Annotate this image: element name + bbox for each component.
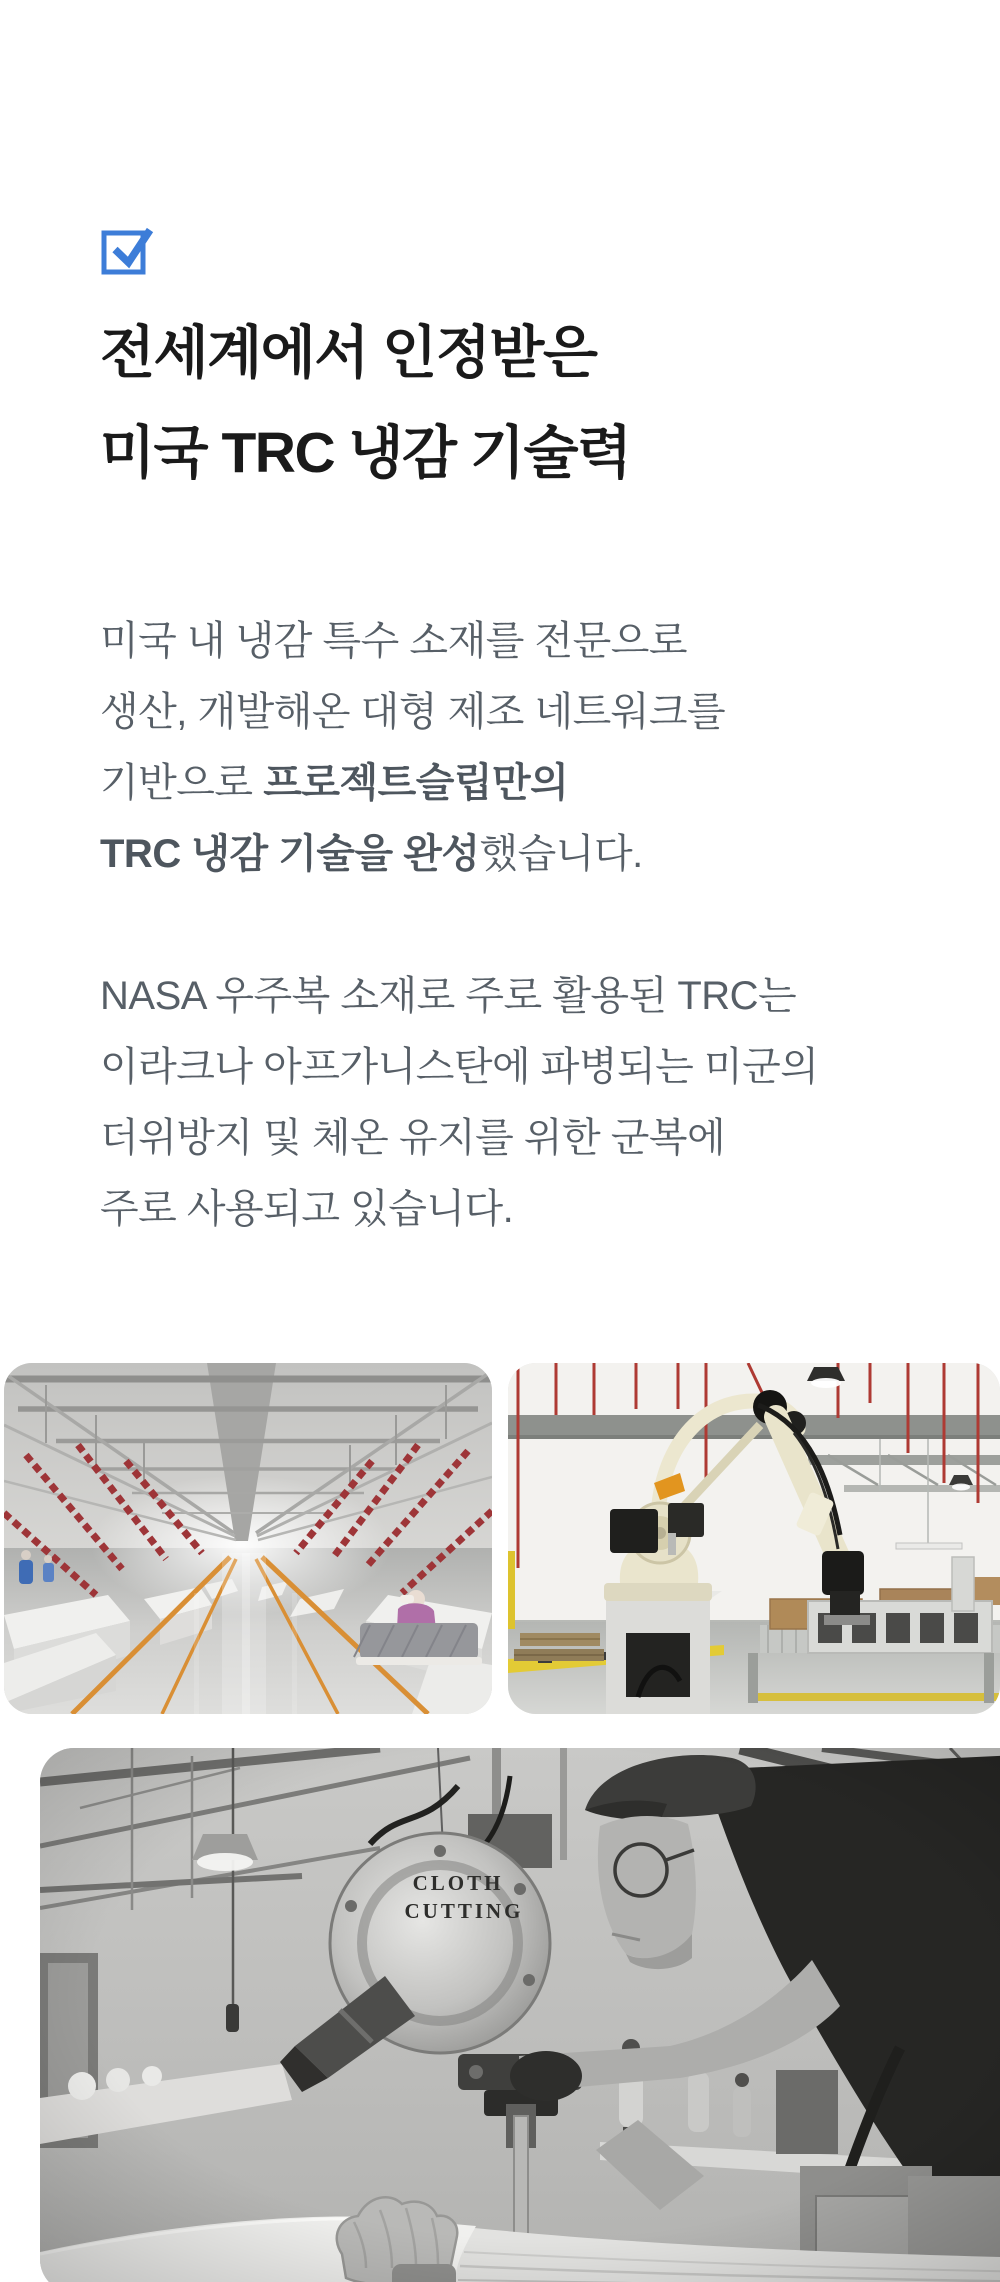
intro-line2: 생산, 개발해온 대형 제조 네트워크를 xyxy=(100,690,726,734)
quilted-mattress-panel xyxy=(354,1623,482,1665)
factory-photo-art xyxy=(4,1363,492,1714)
check-square-icon xyxy=(101,225,153,275)
photo-row xyxy=(4,1363,1000,1714)
nasa-line1: NASA 우주복 소재로 주로 활용된 TRC는 xyxy=(100,974,797,1018)
intro-line3-regular: 기반으로 xyxy=(100,761,264,805)
intro-line3-bold: 프로젝트슬립만의 xyxy=(263,761,569,805)
section-title-line2: 미국 TRC 냉감 기술력 xyxy=(100,421,631,485)
cloth-cutting-worker-photo xyxy=(40,1748,1000,2282)
intro-paragraph xyxy=(100,606,725,890)
nasa-line3: 더위방지 및 체온 유지를 위한 군복에 xyxy=(100,1116,726,1160)
robot-photo-art xyxy=(508,1363,1000,1714)
cutting-photo-art xyxy=(40,1748,1000,2282)
section-title-line1: 전세계에서 인정받은 xyxy=(100,321,597,385)
intro-line4-bold: TRC 냉감 기술을 완성 xyxy=(100,832,480,876)
intro-line1: 미국 내 냉감 특수 소재를 전문으로 xyxy=(100,619,688,663)
nasa-line4: 주로 사용되고 있습니다. xyxy=(100,1187,514,1231)
photo-vignette xyxy=(40,1748,1000,2282)
factory-production-line-photo xyxy=(4,1363,492,1714)
section-title xyxy=(100,303,631,503)
nasa-paragraph xyxy=(100,961,818,1245)
nasa-line2: 이라크나 아프가니스탄에 파병되는 미군의 xyxy=(100,1045,819,1089)
robotic-arm-warehouse-photo xyxy=(508,1363,1000,1714)
intro-line4-regular: 했습니다. xyxy=(479,832,643,876)
